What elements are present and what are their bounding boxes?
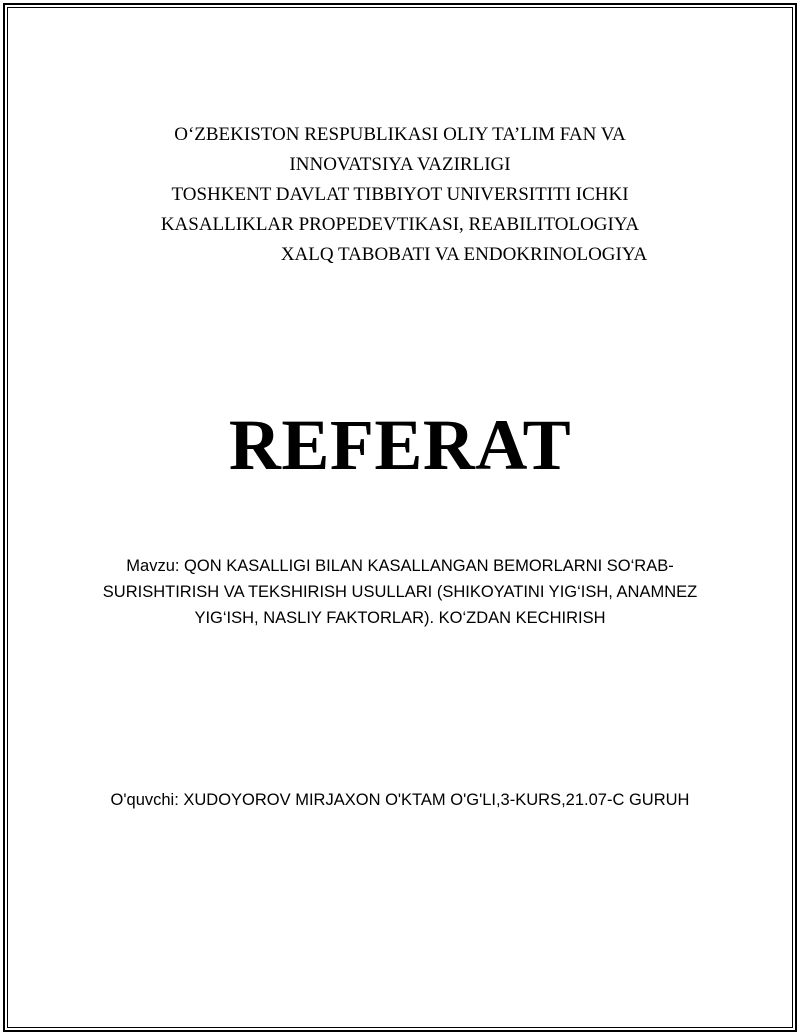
header-line-department-1: KASALLIKLAR PROPEDEVTIKASI, REABILITOLOGIYA [160,214,640,235]
document-title: REFERAT [228,405,572,485]
header-line-ministry-1: O‘ZBEKISTON RESPUBLIKASI OLIY TA’LIM FAN VA [174,124,626,145]
topic-paragraph: Mavzu: QON KASALLIGI BILAN KASALLANGAN BEMORLARNI SO‘RAB-SURISHTIRISH VA TEKSHIRISH USULLARI (SHIKOYATINI YIG‘ISH, ANAMNEZ YIG‘ISH, NASLIY FAKTORLAR). KO‘ZDAN KECHIRISH [102,557,698,627]
institution-header [0,120,800,270]
header-line-ministry-2: INNOVATSIYA VAZIRLIGI [289,154,511,175]
header-line-department-2: XALQ TABOBATI VA ENDOKRINOLOGIYA [280,244,648,265]
header-line-university: TOSHKENT DAVLAT TIBBIYOT UNIVERSITITI ICHKI [171,184,629,205]
student-info: O'quvchi: XUDOYOROV MIRJAXON O'KTAM O'G'LI,3-KURS,21.07-C GURUH [110,791,690,809]
